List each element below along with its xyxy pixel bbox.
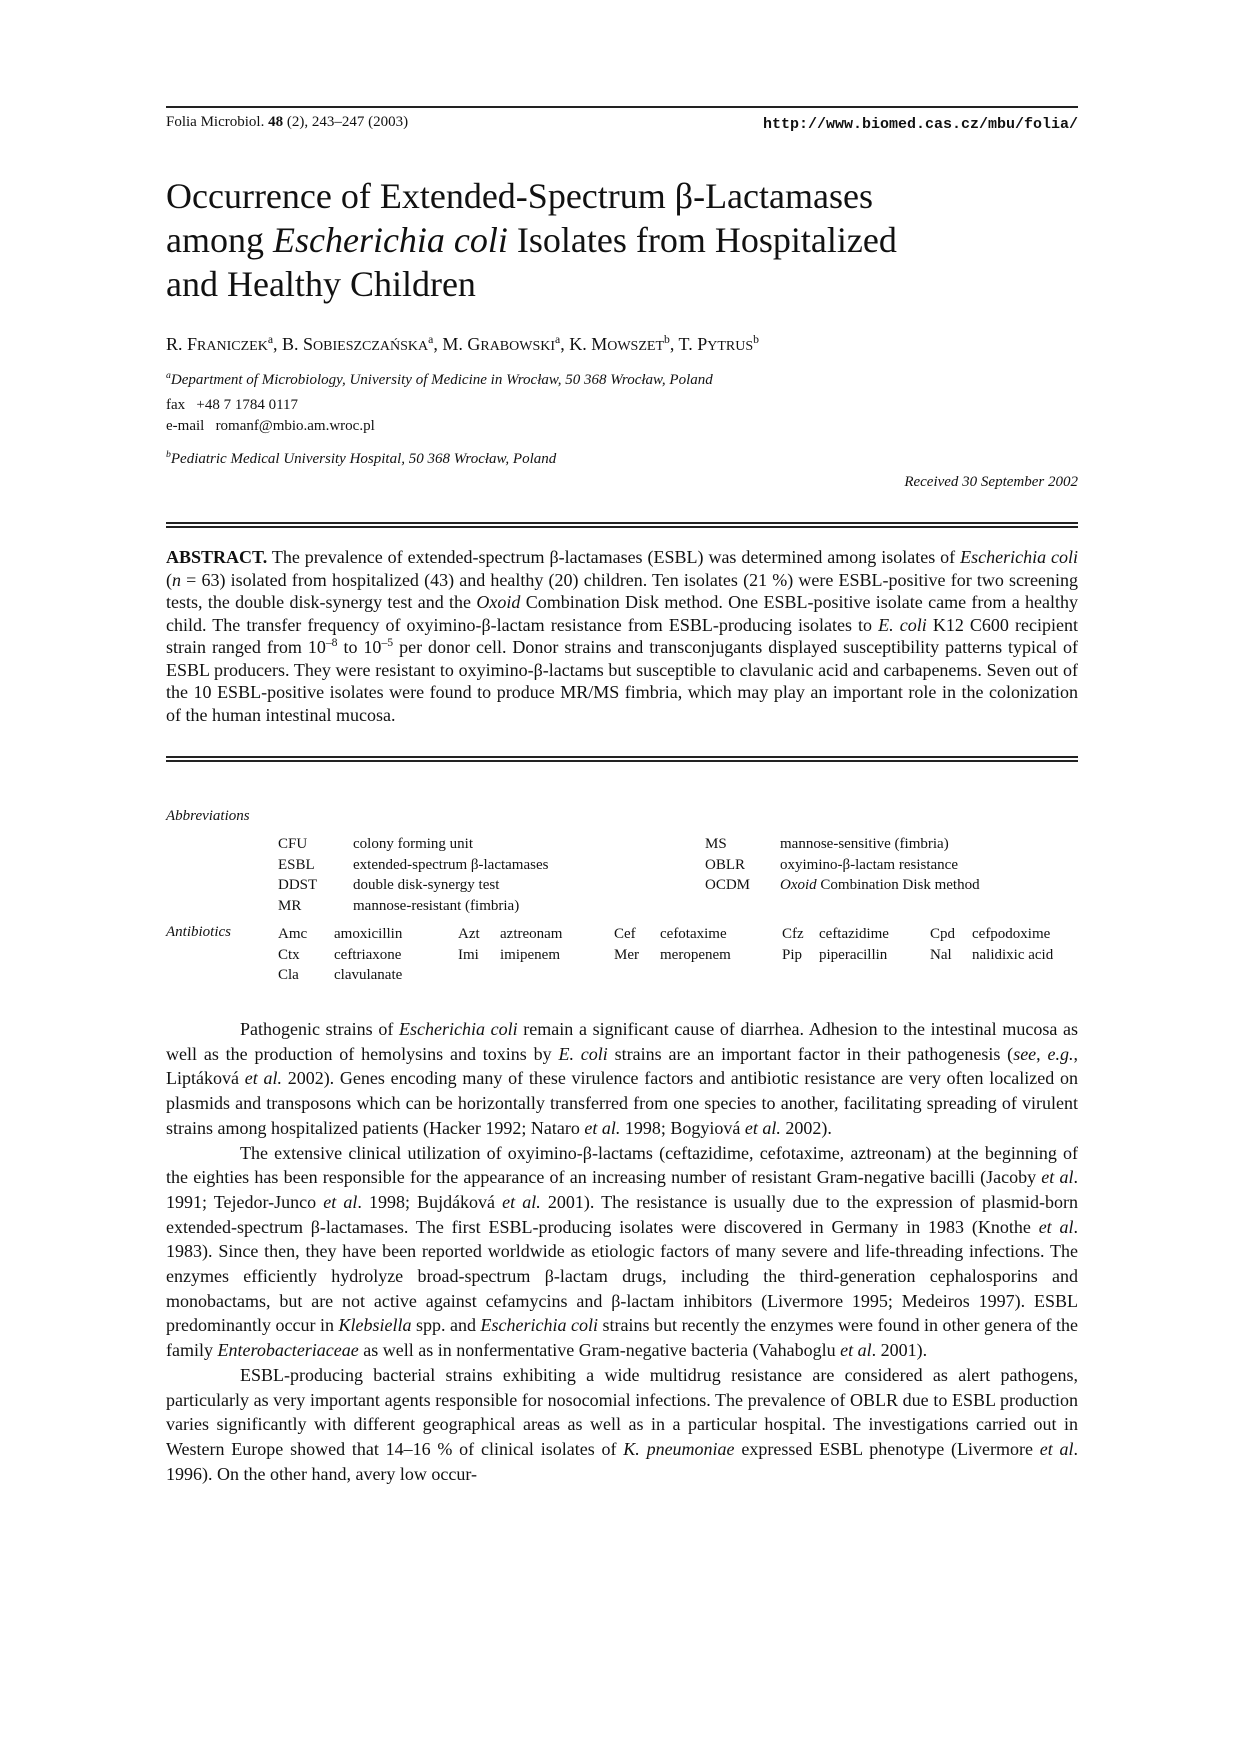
author-surname: OBIESZCZAŃSKA [313,339,429,354]
abbreviation-text: oxyimino-β-lactam resistance [780,856,958,873]
text-run: ESBL-producing bacterial strains exhibiting a wide multidrug resistance are considered as alert pathogens, particularly as very important agents responsible for nosocomial infections. The prevalence of OBLR due to ESBL production varies significantly with different geographical areas as well as in a particular hospital. The investigations carried out in Western Europe showed that 14–16 % of clinical isolates of [166,1364,1078,1459]
italic-run: Enterobacteriaceae [217,1340,359,1361]
abbreviation-definition: double disk-synergy test [353,877,500,893]
fax-number: fax +48 7 1784 0117 [166,397,299,413]
abbreviations-title: Abbreviations [166,808,250,824]
italic-run: et al. [744,1117,781,1138]
author-surname: RANICZEK [197,339,268,354]
italic-run: Escherichia coli [480,1315,599,1336]
abbreviation-term: MR [278,897,302,914]
italic-run: et al [1038,1216,1074,1237]
antibiotic-code: Ctx [278,946,300,963]
author [569,334,678,354]
antibiotic-code: Cfz [782,926,804,942]
author-list [166,334,759,355]
author-separator: , [433,334,443,354]
antibiotic-code [930,965,972,986]
abstract: ABSTRACT. The prevalence of extended-spectrum β-lactamases (ESBL) was determined among isolates of Escherichia coli (n = 63) isolated from hospitalized (43) and healthy (20) children. Ten isolates (21 %) were ESBL-positive for two screening tests, the double disk-synergy test and the Oxoid Combination Disk method. One ESBL-positive isolate came from a healthy child. The transfer frequency of oxyimino-β-lactam resistance from ESBL-producing isolates to E. coli K12 C600 recipient strain ranged from $10^{-8}$ to $10^{-5}$ per donor cell. Donor strains and transconjugants displayed susceptibility patterns typical of ESBL producers. They were resistant to oxyimino-β-lactams but susceptible to clavulanic acid and carbapenems. Seven out of the 10 ESBL-positive isolates were found to produce MR/MS fimbria, which may play an important role in the colonization of the human intestinal mucosa. [166,547,1079,725]
italic-run: et al [1041,1167,1074,1188]
author-separator: , [273,334,282,354]
abbreviation-text: Combination Disk method [816,877,980,893]
abbreviation-definition: extended-spectrum β-lactamases [353,856,549,873]
abbreviation-term [705,896,780,917]
antibiotic-name: cefotaxime [660,926,727,942]
antibiotic-name: aztreonam [500,926,563,942]
abbreviation-row [278,834,980,855]
abbreviation-term: OCDM [705,877,751,893]
antibiotic-name: nalidixic acid [972,946,1054,963]
text-run: 2002). [780,1117,832,1138]
italic-run: et al. [584,1117,621,1138]
antibiotic-name: meropenem [660,946,731,963]
antibiotic-name: clavulanate [334,967,403,983]
italic-run: Klebsiella [338,1315,412,1336]
antibiotic-name [972,965,1082,986]
abbreviation-term: CFU [278,836,308,852]
italic-run: Escherichia coli [398,1019,518,1039]
text-run: expressed ESBL phenotype (Livermore [734,1438,1040,1459]
italic-run: et al [1039,1438,1074,1459]
author-affiliation-mark: a [428,333,434,346]
antibiotic-code: Azt [458,926,480,942]
journal-citation: Folia Microbiol. 48 (2), 243–247 (2003) [166,114,409,130]
antibiotic-code [782,965,819,986]
abbreviation-definition [780,855,958,876]
text-run: strains but recently the enzymes were found in other genera of the family [166,1315,1079,1361]
author-affiliation-mark: b [664,333,670,346]
italic-run: E. coli [558,1043,608,1064]
text-run: strains are an important factor in their pathogenesis ( [607,1043,1014,1064]
author-initial: K. M [569,334,608,354]
affiliation-a: $^a$Department of Microbiology, University of Medicine in Wrocław, 50 368 Wrocław, Poland [166,370,713,388]
affiliation-b: $^b$Pediatric Medical University Hospital, 50 368 Wrocław, Poland [166,449,557,467]
text-run: . 1991; Tejedor-Junco [166,1167,1078,1212]
antibiotic-row [278,965,1082,986]
author-surname: OWSZET [607,339,664,354]
author [282,334,442,354]
abstract-top-rule [166,522,1078,528]
antibiotic-code: Imi [458,946,479,963]
abstract-label: ABSTRACT. [166,547,268,567]
italic-run: see [1013,1043,1037,1064]
author-affiliation-mark: b [753,333,759,346]
author-affiliation-mark: a [267,333,273,346]
antibiotic-code: Amc [278,926,308,942]
text-run: . 2001). [871,1340,928,1361]
antibiotic-code: Nal [930,946,952,963]
author-initial: M. G [442,334,481,354]
abbreviation-term: DDST [278,877,318,893]
journal-url[interactable]: http://www.biomed.cas.cz/mbu/folia/ [762,116,1078,133]
antibiotic-code: Cpd [930,926,956,942]
antibiotic-name [660,965,782,986]
text-run: . 1996). On the other hand, avery low occur- [166,1438,1079,1484]
abbreviation-definition: colony forming unit [353,836,473,852]
antibiotic-code: Mer [614,946,639,963]
italic-run: K. pneumoniae [623,1438,735,1459]
author-initial: B. S [282,334,314,354]
email-address: e-mail romanf@mbio.am.wroc.pl [166,418,375,434]
abbreviation-definition: mannose-resistant (fimbria) [353,897,520,914]
antibiotic-row [278,945,1082,966]
text-run: . 1983). Since then, they have been reported worldwide as etiologic factors of many severe and life-threading infections. The enzymes efficiently hydrolyze broad-spectrum β-lactam drugs, including the third-generation cephalosporins and monobactams, but are not active against cefamycins and β-lactam inhibitors (Livermore 1995; Medeiros 1997). ESBL predominantly occur in [166,1216,1078,1336]
article-body [166,1017,1078,1486]
antibiotic-name: amoxicillin [334,926,403,942]
antibiotics-title: Antibiotics [166,924,231,940]
text-run: spp. and [411,1315,481,1336]
text-run: Pathogenic strains of [240,1019,399,1039]
body-paragraph-2 [166,1141,1078,1363]
text-run: . 1998; Bujdáková [357,1191,503,1212]
text-run: 2001). The resistance is usually due to the expression of plasmid-born extended-spectrum β-lactamases. The first ESBL-producing isolates were discovered in Germany in 1983 (Knothe [166,1191,1079,1237]
article-title: Occurrence of Extended-Spectrum β-Lactamases among Escherichia coli Isolates from Hospitalized and Healthy Children [166,176,897,304]
text-run: 2002). Genes encoding many of these virulence factors and antibiotic resistance are very often localized on plasmids and transposons which can be horizontally transferred from one species to another, facilitating spreading of virulent strains among hospitalized patients (Hacker 1992; Nataro [166,1068,1078,1138]
abbreviation-row [278,855,980,876]
antibiotic-name: ceftazidime [819,926,889,942]
antibiotic-code: Cef [614,926,636,942]
antibiotic-name [819,965,930,986]
italic-run: et al [323,1191,358,1212]
author-separator: , [560,334,570,354]
text-run: , [1036,1043,1048,1064]
author-surname: YTRUS [707,339,754,354]
abbreviation-definition [780,834,949,855]
author-affiliation-mark: a [555,333,561,346]
author-separator: , [669,334,679,354]
antibiotic-code [614,965,660,986]
italic-run: et al. [502,1191,541,1212]
italic-run: e.g. [1047,1043,1074,1064]
antibiotics-table [278,924,1082,986]
author-initial: T. P [678,334,708,354]
text-run: The extensive clinical utilization of oxyimino-β-lactams (ceftazidime, cefotaxime, aztreonam) at the beginning of the eighties has been responsible for the appearance of an increasing number of resistant Gram-negative bacilli (Jacoby [166,1142,1078,1188]
text-run: remain a significant cause of diarrhea. Adhesion to the intestinal mucosa as well as the production of hemolysins and toxins by [166,1019,1078,1064]
abbreviations-table [278,834,980,916]
author-surname: RABOWSKI [480,339,556,354]
antibiotic-name: piperacillin [819,946,888,963]
abbreviation-term: MS [705,836,727,852]
antibiotic-code: Pip [782,946,803,963]
antibiotic-name: ceftriaxone [334,946,402,963]
abbreviation-italic: Oxoid [780,877,817,893]
abbreviation-text: mannose-sensitive (fimbria) [780,836,949,852]
author [679,334,759,354]
antibiotic-row [278,924,1082,945]
abbreviation-term: ESBL [278,856,315,873]
author [166,334,282,354]
antibiotic-name: imipenem [500,946,560,963]
antibiotic-name [500,965,614,986]
text-run: 1998; Bogyiová [620,1117,745,1138]
antibiotic-code: Cla [278,967,299,983]
body-paragraph-1 [166,1017,1078,1141]
body-paragraph-3 [166,1363,1078,1487]
abstract-bottom-rule [166,756,1078,762]
author-initial: R. F [166,334,198,354]
text-run: , Liptáková [166,1043,1079,1089]
journal-header [166,106,1078,136]
text-run: as well as in nonfermentative Gram-negative bacteria (Vahaboglu [358,1340,841,1361]
author [442,334,569,354]
italic-run: et al [840,1340,872,1361]
abbreviation-definition [780,875,980,896]
received-date: Received 30 September 2002 [904,474,1078,490]
antibiotic-name: cefpodoxime [972,926,1051,942]
italic-run: et al. [244,1068,282,1089]
antibiotic-code [458,965,500,986]
abbreviation-row [278,875,980,896]
abbreviation-term: OBLR [705,856,746,873]
abbreviation-row [278,896,980,917]
